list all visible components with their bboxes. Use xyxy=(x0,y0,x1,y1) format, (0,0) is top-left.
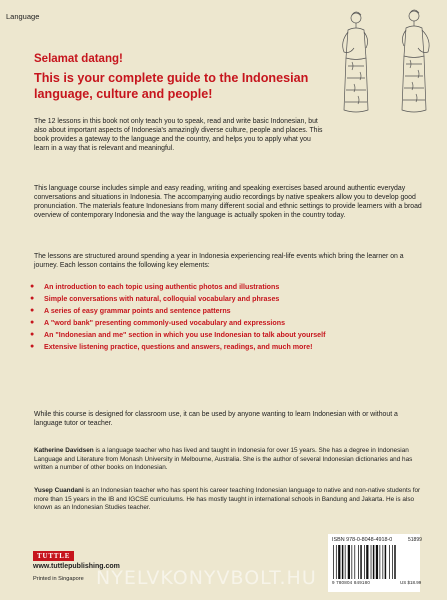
list-item-text: Simple conversations with natural, colloquial vocabulary and phrases xyxy=(44,294,280,303)
dancers-illustration xyxy=(322,6,446,118)
barcode-digits: 9 780804 849180 xyxy=(332,580,371,585)
bullet-icon: ● xyxy=(30,294,35,302)
publisher-logo: TUTTLE xyxy=(33,551,74,561)
list-item-text: An introduction to each topic using authentic photos and illustrations xyxy=(44,283,280,291)
author-bio-text: is a language teacher who has lived and taught in Indonesia for over 15 years. She has a degree in Indonesian Language and Literature from Monash University in Melbourne, Australia. She is the author of several Indonesian dictionaries and has written a number of other books on Indonesian. xyxy=(34,447,413,472)
isbn-label: ISBN 978-0-8048-4918-0 xyxy=(332,537,393,543)
list-item-text: A "word bank" presenting commonly-used vocabulary and expressions xyxy=(44,318,286,327)
bullet-icon: ● xyxy=(30,318,35,326)
list-item xyxy=(30,295,425,304)
list-item xyxy=(30,283,425,292)
usage-paragraph: While this course is designed for classroom use, it can be used by anyone wanting to learn Indonesian with or without a language tutor or teacher. xyxy=(34,411,398,428)
list-item xyxy=(30,343,425,352)
list-item xyxy=(30,319,425,328)
author-name: Katherine Davidsen xyxy=(34,447,94,454)
printed-in-label: Printed in Singapore xyxy=(33,576,84,582)
author-bio-2 xyxy=(34,487,426,513)
price-code: 51899 xyxy=(408,537,422,543)
bullet-icon: ● xyxy=(30,306,35,314)
list-item-text: A series of easy grammar points and sentence patterns xyxy=(44,306,231,315)
watermark: NYELVKONYVBOLT.HU xyxy=(96,567,317,589)
bullet-icon: ● xyxy=(30,330,35,338)
list-item-text: An "Indonesian and me" section in which you use Indonesian to talk about yourself xyxy=(44,330,326,339)
bullet-icon: ● xyxy=(30,342,35,350)
list-item xyxy=(30,331,425,340)
headline: This is your complete guide to the Indonesian language, culture and people! xyxy=(34,71,309,101)
key-elements-list xyxy=(30,283,425,354)
publisher-url[interactable]: www.tuttlepublishing.com xyxy=(33,563,120,570)
intro-paragraph: The 12 lessons in this book not only teach you to speak, read and write basic Indonesian, but also about important aspects of Indonesia's amazingly diverse culture, people and places. This book provides a gateway to the language and the country, and helps you to apply what you learn in a way that is relevant and meaningful. xyxy=(34,118,323,153)
list-item-text: Extensive listening practice, questions and answers, readings, and much more! xyxy=(44,342,313,351)
barcode-icon xyxy=(332,545,408,579)
category-label: Language xyxy=(6,12,40,21)
author-bio-text: is an Indonesian teacher who has spent his career teaching Indonesian language to native and non-native students for more than 15 years in the IB and IGCSE curriculums. He has mostly taught in international schools in Bandung and Jakarta. He is also known as an Indonesian Studies teacher. xyxy=(34,487,421,512)
course-paragraph: This language course includes simple and easy reading, writing and speaking exercises based around authentic everyday conversations and situations in Indonesia. The accompanying audio recordings by native speakers allow you to develop good pronunciation. The materials feature Indonesians from many different social and ethnic settings to provide learners with a broad overview of contemporary Indonesia and the way the language is actually spoken in the country today. xyxy=(34,185,422,220)
greeting-heading: Selamat datang! xyxy=(34,53,123,65)
bullet-icon: ● xyxy=(30,283,35,290)
list-item xyxy=(30,307,425,316)
lessons-paragraph: The lessons are structured around spending a year in Indonesia experiencing real-life events which bring the learner on a journey. Each lesson contains the following key elements: xyxy=(34,253,404,270)
price-label: US $18.99 xyxy=(400,580,422,585)
author-bio-1 xyxy=(34,447,426,473)
author-name: Yusep Cuandani xyxy=(34,487,84,494)
